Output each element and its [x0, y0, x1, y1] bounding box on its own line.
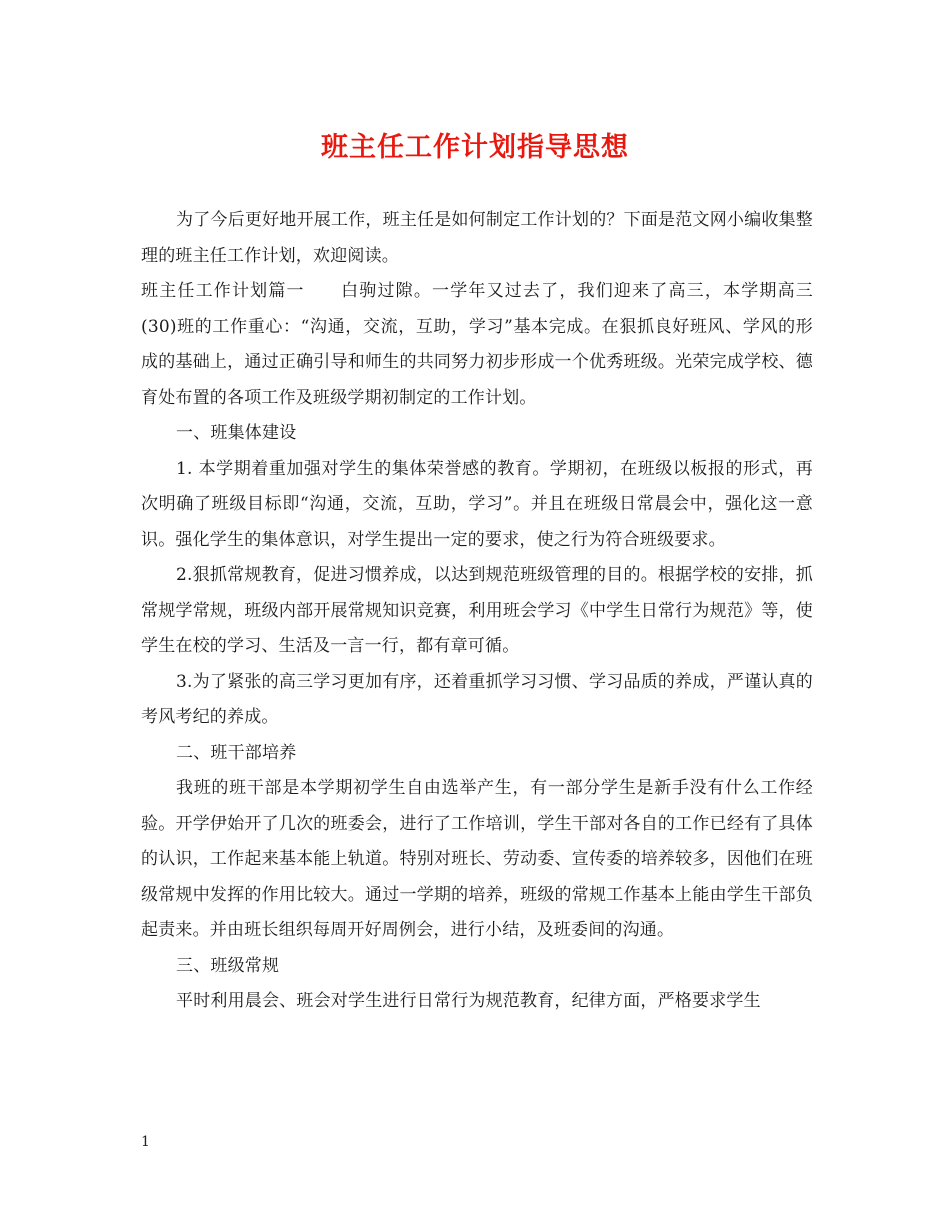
paragraph-item-1: 1. 本学期着重加强对学生的集体荣誉感的教育。学期初，在班级以板报的形式，再次明确了班级目标即“沟通，交流，互助，学习”。并且在班级日常晨会中，强化这一意识。强化学生的集体意识，对学生提出一定的要求，使之行为符合班级要求。 [141, 458, 813, 550]
paragraph-intro: 为了今后更好地开展工作，班主任是如何制定工作计划的？下面是范文网小编收集整理的班主任工作计划，欢迎阅读。 [141, 210, 813, 266]
paragraph-cadre: 我班的班干部是本学期初学生自由选举产生，有一部分学生是新手没有什么工作经验。开学伊始开了几次的班委会，进行了工作培训，学生干部对各自的工作已经有了具体的认识，工作起来基本能上轨道。特别对班长、劳动委、宣传委的培养较多，因他们在班级常规中发挥的作用比较大。通过一学期的培养，班级的常规工作基本上能由学生干部负起责来。并由班长组织每周开好周例会，进行小结，及班委间的沟通。 [141, 778, 813, 940]
section-heading-class-routine: 三、班级常规 [176, 955, 280, 976]
paragraph-item-3: 3.为了紧张的高三学习更加有序，还着重抓学习习惯、学习品质的养成，严谨认真的考风考纪的养成。 [141, 671, 813, 727]
paragraph-plan-one: 班主任工作计划篇一 白驹过隙。一学年又过去了，我们迎来了高三，本学期高三(30)班的工作重心：“沟通，交流，互助，学习”基本完成。在狠抓良好班风、学风的形成的基础上，通过正确引导和师生的共同努力初步形成一个优秀班级。光荣完成学校、德育处布置的各项工作及班级学期初制定的工作计划。 [141, 281, 813, 408]
page-title: 班主任工作计划指导思想 [321, 132, 629, 163]
paragraph-item-2: 2.狠抓常规教育，促进习惯养成，以达到规范班级管理的目的。根据学校的安排，抓常规学常规，班级内部开展常规知识竞赛，利用班会学习《中学生日常行为规范》等，使学生在校的学习、生活及一言一行，都有章可循。 [141, 565, 813, 656]
paragraph-routine: 平时利用晨会、班会对学生进行日常行为规范教育，纪律方面，严格要求学生 [176, 991, 761, 1011]
page-number: 1 [141, 1134, 150, 1150]
section-heading-class-building: 一、班集体建设 [176, 423, 297, 443]
section-heading-cadre-training: 二、班干部培养 [176, 742, 297, 763]
document-body [141, 203, 813, 1020]
